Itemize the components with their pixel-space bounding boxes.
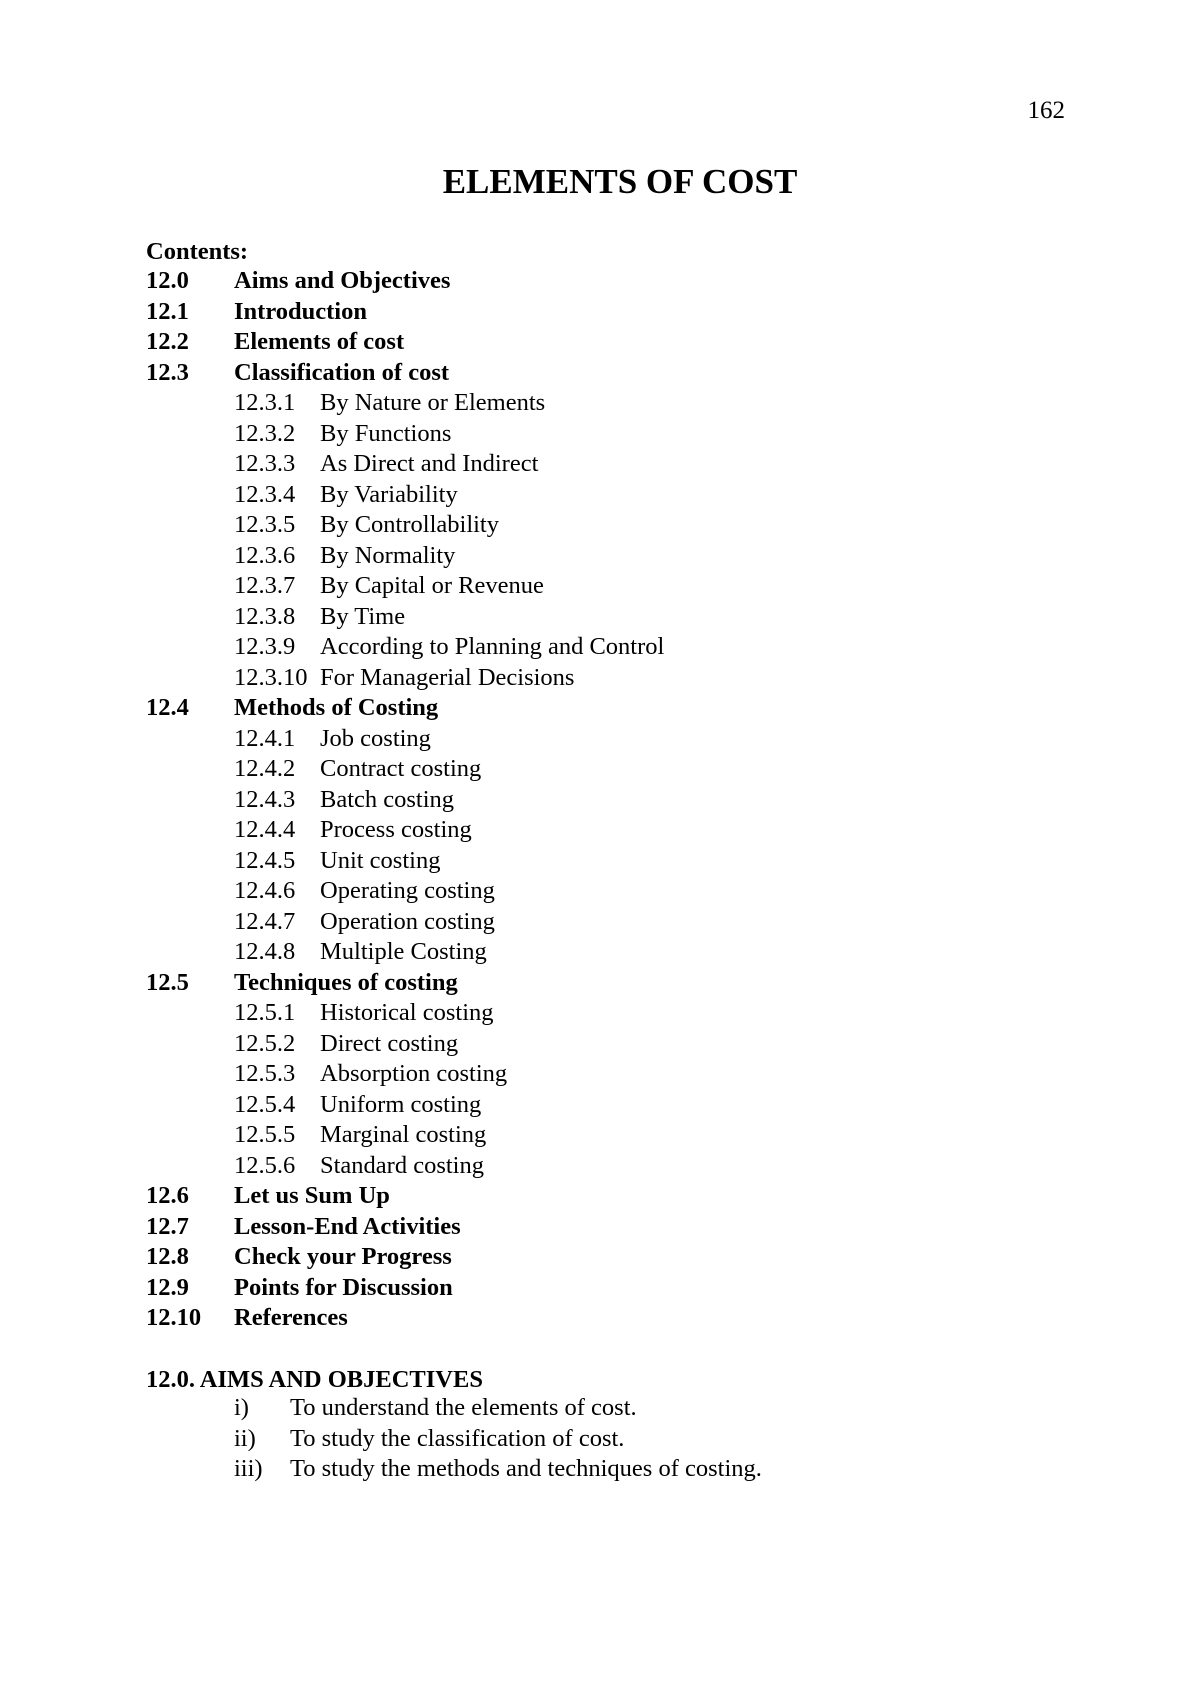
toc-number: 12.5.1 <box>234 999 296 1026</box>
toc-label: Let us Sum Up <box>234 1182 390 1209</box>
toc-number: 12.4.5 <box>234 846 296 874</box>
toc-label: For Managerial Decisions <box>320 663 575 691</box>
toc-label: References <box>234 1304 348 1331</box>
toc-subsection <box>146 388 1046 419</box>
objective-item <box>146 1454 1046 1485</box>
toc-label: Unit costing <box>320 846 441 874</box>
toc-subsection <box>146 541 1046 572</box>
toc-label: Introduction <box>234 297 367 325</box>
toc-section <box>146 693 1046 724</box>
toc-label: Job costing <box>320 724 431 752</box>
toc-label: Absorption costing <box>320 1060 508 1087</box>
toc-label: Multiple Costing <box>320 938 487 965</box>
toc-number: 12.0 <box>146 267 189 294</box>
toc-subsection <box>146 937 1046 968</box>
toc-number: 12.10 <box>146 1304 202 1331</box>
objective-marker: i) <box>234 1394 249 1421</box>
objective-item <box>146 1424 1046 1455</box>
objective-text: To understand the elements of cost. <box>290 1394 637 1421</box>
toc-subsection <box>146 846 1046 877</box>
toc-number: 12.3.2 <box>234 419 296 447</box>
toc-number: 12.4.2 <box>234 755 296 782</box>
toc-label: Aims and Objectives <box>234 267 451 294</box>
toc-label: Marginal costing <box>320 1121 487 1148</box>
toc-number: 12.1 <box>146 297 189 325</box>
toc-label: Classification of cost <box>234 358 450 386</box>
toc-label: By Nature or Elements <box>320 389 546 416</box>
toc-subsection <box>146 815 1046 846</box>
toc-subsection <box>146 998 1046 1029</box>
toc-label: By Capital or Revenue <box>320 572 544 599</box>
toc-subsection <box>146 876 1046 907</box>
toc-number: 12.3.1 <box>234 389 296 416</box>
toc-subsection <box>146 724 1046 755</box>
toc-label: Direct costing <box>320 1029 459 1057</box>
toc-number: 12.3.6 <box>234 541 296 569</box>
toc-subsection <box>146 1029 1046 1060</box>
toc-label: Contract costing <box>320 755 482 782</box>
toc-number: 12.2 <box>146 328 189 355</box>
toc-label: By Time <box>320 602 406 630</box>
toc-section <box>146 358 1046 389</box>
toc-number: 12.4.8 <box>234 938 296 965</box>
toc-label: By Normality <box>320 541 456 569</box>
toc-number: 12.4.6 <box>234 877 296 904</box>
toc-label: By Controllability <box>320 511 499 538</box>
toc-number: 12.5.4 <box>234 1090 296 1118</box>
toc-section <box>146 1181 1046 1212</box>
toc-subsection <box>146 480 1046 511</box>
toc-subsection <box>146 663 1046 694</box>
objective-marker: ii) <box>234 1424 256 1452</box>
toc-number: 12.3.3 <box>234 450 296 477</box>
toc-number: 12.5.3 <box>234 1060 296 1087</box>
toc-subsection <box>146 754 1046 785</box>
toc-label: Historical costing <box>320 999 494 1026</box>
objective-text: To study the classification of cost. <box>290 1424 625 1452</box>
toc-number: 12.8 <box>146 1243 189 1270</box>
toc-number: 12.3.10 <box>234 663 308 691</box>
toc-number: 12.4.3 <box>234 785 296 813</box>
toc-number: 12.3 <box>146 358 189 386</box>
toc-number: 12.5 <box>146 968 189 996</box>
toc-number: 12.9 <box>146 1273 189 1301</box>
toc-label: Check your Progress <box>234 1243 452 1270</box>
toc-label: Techniques of costing <box>234 968 458 996</box>
toc-subsection <box>146 419 1046 450</box>
table-of-contents <box>146 266 1046 1334</box>
toc-section <box>146 1242 1046 1273</box>
toc-number: 12.3.5 <box>234 511 296 538</box>
toc-number: 12.5.2 <box>234 1029 296 1057</box>
toc-number: 12.3.9 <box>234 633 296 660</box>
toc-subsection <box>146 907 1046 938</box>
page-title: ELEMENTS OF COST <box>442 162 798 201</box>
toc-number: 12.4.7 <box>234 907 296 935</box>
toc-label: Lesson-End Activities <box>234 1212 461 1240</box>
toc-subsection <box>146 1120 1046 1151</box>
toc-number: 12.3.4 <box>234 480 296 508</box>
toc-label: Points for Discussion <box>234 1273 453 1301</box>
objective-marker: iii) <box>234 1455 263 1482</box>
toc-number: 12.5.5 <box>234 1121 296 1148</box>
toc-subsection <box>146 449 1046 480</box>
toc-subsection <box>146 1151 1046 1182</box>
toc-section <box>146 1303 1046 1334</box>
toc-subsection <box>146 602 1046 633</box>
toc-label: By Functions <box>320 419 452 447</box>
toc-section <box>146 327 1046 358</box>
toc-number: 12.3.7 <box>234 572 296 599</box>
toc-label: Standard costing <box>320 1151 484 1179</box>
toc-label: According to Planning and Control <box>320 633 665 660</box>
toc-label: Uniform costing <box>320 1090 482 1118</box>
toc-label: Process costing <box>320 816 472 843</box>
toc-label: Operation costing <box>320 907 495 935</box>
toc-label: As Direct and Indirect <box>320 450 539 477</box>
toc-number: 12.4 <box>146 694 189 721</box>
toc-section <box>146 1212 1046 1243</box>
contents-heading: Contents: <box>146 238 249 265</box>
toc-number: 12.4.1 <box>234 724 296 752</box>
toc-number: 12.7 <box>146 1212 189 1240</box>
toc-label: By Variability <box>320 480 458 508</box>
toc-number: 12.6 <box>146 1182 189 1209</box>
toc-subsection <box>146 785 1046 816</box>
toc-label: Methods of Costing <box>234 694 439 721</box>
objectives-list <box>146 1393 1046 1485</box>
toc-section <box>146 1273 1046 1304</box>
toc-section <box>146 297 1046 328</box>
toc-label: Elements of cost <box>234 328 405 355</box>
objective-text: To study the methods and techniques of costing. <box>290 1455 762 1482</box>
objective-item <box>146 1393 1046 1424</box>
toc-label: Operating costing <box>320 877 495 904</box>
toc-subsection <box>146 1059 1046 1090</box>
toc-subsection <box>146 571 1046 602</box>
toc-number: 12.3.8 <box>234 602 296 630</box>
toc-number: 12.5.6 <box>234 1151 296 1179</box>
aims-objectives-heading: 12.0. AIMS AND OBJECTIVES <box>146 1366 483 1393</box>
toc-subsection <box>146 1090 1046 1121</box>
toc-label: Batch costing <box>320 785 455 813</box>
page-number: 162 <box>1027 97 1065 124</box>
toc-number: 12.4.4 <box>234 816 296 843</box>
toc-section <box>146 968 1046 999</box>
toc-section <box>146 266 1046 297</box>
toc-subsection <box>146 510 1046 541</box>
toc-subsection <box>146 632 1046 663</box>
